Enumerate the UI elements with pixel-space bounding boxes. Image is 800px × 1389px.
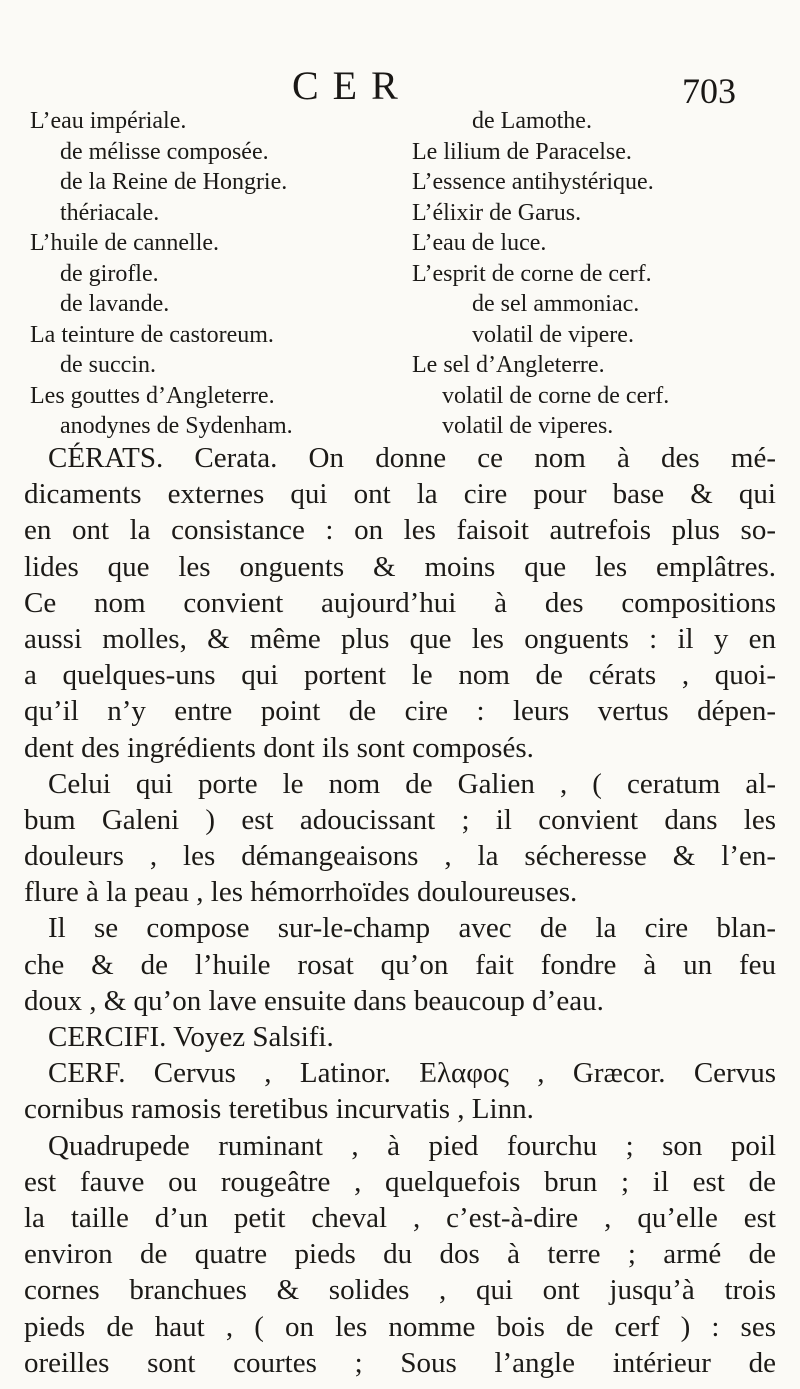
running-head bbox=[0, 58, 800, 111]
list-item: volatil de vipere. bbox=[472, 321, 634, 348]
text-line: lides que les onguents & moins que les emplâtres. bbox=[24, 550, 776, 583]
text-line: cornes branchues & solides , qui ont jusqu’à trois bbox=[24, 1274, 776, 1307]
text-line: Quadrupede ruminant , à pied fourchu ; son poil bbox=[48, 1129, 776, 1162]
list-item: L’eau impériale. bbox=[30, 108, 187, 134]
body-text bbox=[24, 440, 776, 1381]
text-line: dent des ingrédients dont ils sont composés. bbox=[24, 731, 534, 764]
text-line: en ont la consistance : on les faisoit autrefois plus so- bbox=[24, 514, 776, 547]
list-item: L’esprit de corne de cerf. bbox=[412, 260, 652, 287]
text-line: bum Galeni ) est adoucissant ; il convient dans les bbox=[24, 803, 776, 836]
list-item: de girofle. bbox=[60, 260, 159, 287]
text-line: aussi molles, & même plus que les onguents : il y en bbox=[24, 622, 776, 655]
list-item: La teinture de castoreum. bbox=[30, 321, 274, 348]
text-line: cornibus ramosis teretibus incurvatis , Linn. bbox=[24, 1093, 534, 1126]
text-line: oreilles sont courtes ; Sous l’angle intérieur de bbox=[24, 1346, 776, 1379]
list-item: de succin. bbox=[60, 352, 156, 378]
text-line: la taille d’un petit cheval , c’est-à-dire , qu’elle est bbox=[24, 1201, 776, 1234]
list-item: L’essence antihystérique. bbox=[412, 169, 654, 195]
list-item: de sel ammoniac. bbox=[472, 291, 640, 317]
list-item: L’huile de cannelle. bbox=[30, 230, 220, 256]
text-line: CÉRATS. Cerata. On donne ce nom à des mé- bbox=[48, 442, 776, 474]
text-line: dicaments externes qui ont la cire pour base & qui bbox=[24, 478, 776, 511]
text-line: Celui qui porte le nom de Galien , ( ceratum al- bbox=[48, 767, 776, 800]
text-line: flure à la peau , les hémorrhoïdes douloureuses. bbox=[24, 876, 578, 909]
list-item: de mélisse composée. bbox=[60, 138, 269, 165]
list-item: anodynes de Sydenham. bbox=[60, 413, 293, 439]
text-line: a quelques-uns qui portent le nom de cérats , quoi- bbox=[24, 659, 776, 692]
list-item: L’élixir de Garus. bbox=[412, 199, 582, 226]
text-line: CERCIFI. Voyez Salsifi. bbox=[48, 1021, 334, 1053]
text-line: Ce nom convient aujourd’hui à des compositions bbox=[24, 586, 776, 619]
text-line: pieds de haut , ( on les nomme bois de cerf ) : ses bbox=[24, 1310, 776, 1343]
text-line: doux , & qu’on lave ensuite dans beaucoup d’eau. bbox=[24, 984, 604, 1017]
text-line: douleurs , les démangeaisons , la sécheresse & l’en- bbox=[24, 840, 776, 873]
list-item: de lavande. bbox=[60, 291, 170, 317]
text-line: che & de l’huile rosat qu’on fait fondre à un feu bbox=[24, 948, 776, 981]
list-item: de Lamothe. bbox=[472, 108, 592, 134]
right-column-list bbox=[412, 106, 782, 442]
left-column-list bbox=[30, 106, 370, 442]
running-head-word: CER bbox=[292, 63, 412, 108]
page-number: 703 bbox=[682, 71, 736, 111]
list-item: volatil de viperes. bbox=[442, 413, 614, 439]
list-item: volatil de corne de cerf. bbox=[442, 382, 670, 409]
list-item: L’eau de luce. bbox=[412, 230, 547, 256]
text-line: CERF. Cervus , Latinor. Ελαφος , Græcor. Cervus bbox=[48, 1057, 776, 1090]
list-item: de la Reine de Hongrie. bbox=[60, 169, 288, 195]
text-line: environ de quatre pieds du dos à terre ; armé de bbox=[24, 1238, 776, 1271]
list-item: Le lilium de Paracelse. bbox=[412, 138, 632, 165]
text-line: qu’il n’y entre point de cire : leurs vertus dépen- bbox=[24, 695, 776, 728]
list-item: thériacale. bbox=[60, 199, 160, 226]
text-line: est fauve ou rougeâtre , quelquefois brun ; il est de bbox=[24, 1165, 776, 1198]
list-item: Les gouttes d’Angleterre. bbox=[30, 382, 275, 409]
text-line: Il se compose sur-le-champ avec de la cire blan- bbox=[48, 912, 776, 945]
list-item: Le sel d’Angleterre. bbox=[412, 352, 605, 378]
